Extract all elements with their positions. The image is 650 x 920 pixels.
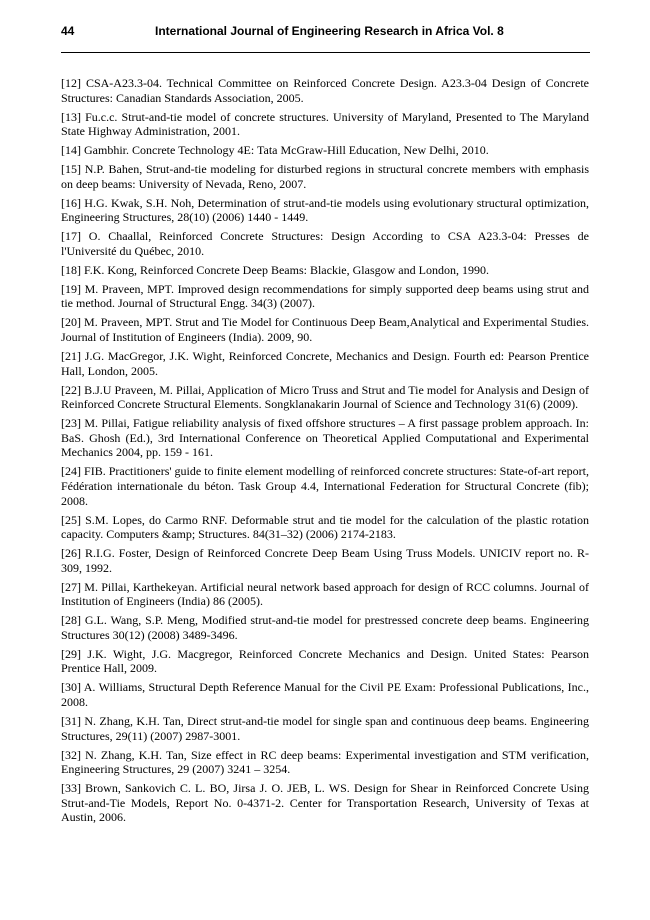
- reference-item: [21] J.G. MacGregor, J.K. Wight, Reinforced Concrete, Mechanics and Design. Fourth ed: Pearson Prentice Hall, London, 2005.: [61, 349, 589, 378]
- reference-item: [26] R.I.G. Foster, Design of Reinforced Concrete Deep Beam Using Truss Models. UNICIV report no. R-309, 1992.: [61, 546, 589, 575]
- reference-item: [25] S.M. Lopes, do Carmo RNF. Deformable strut and tie model for the calculation of the plastic rotation capacity. Computers &amp; Structures. 84(31–32) (2006) 2174-2183.: [61, 512, 589, 542]
- reference-item: [17] O. Chaallal, Reinforced Concrete Structures: Design According to CSA A23.3-04: Presses de l'Université du Québec, 2010.: [61, 229, 589, 258]
- reference-item: [18] F.K. Kong, Reinforced Concrete Deep Beams: Blackie, Glasgow and London, 1990.: [61, 262, 489, 277]
- reference-item: [31] N. Zhang, K.H. Tan, Direct strut-and-tie model for single span and continuous deep beams. Engineering Structures, 29(11) (2007) 2987-3001.: [61, 713, 589, 743]
- reference-item: [19] M. Praveen, MPT. Improved design recommendations for simply supported deep beams using strut and tie method. Journal of Structural Engg. 34(3) (2007).: [61, 281, 589, 311]
- reference-item: [22] B.J.U Praveen, M. Pillai, Application of Micro Truss and Strut and Tie model for Analysis and Design of Reinforced Concrete Structural Elements. Songklanakarin Journal of Science and Technology 31(6) (2009).: [61, 382, 589, 412]
- reference-item: [20] M. Praveen, MPT. Strut and Tie Model for Continuous Deep Beam,Analytical and Experimental Studies. Journal of Institution of Engineers (India). 2009, 90.: [61, 315, 589, 345]
- reference-item: [29] J.K. Wight, J.G. Macgregor, Reinforced Concrete Mechanics and Design. United States: Pearson Prentice Hall, 2009.: [61, 646, 589, 676]
- reference-item: [27] M. Pillai, Karthekeyan. Artificial neural network based approach for design of RCC columns. Journal of Institution of Engineers (India) 86 (2005).: [61, 579, 589, 609]
- reference-item: [32] N. Zhang, K.H. Tan, Size effect in RC deep beams: Experimental investigation and STM verification, Engineering Structures, 29 (2007) 3241 – 3254.: [61, 747, 589, 777]
- page-header: [61, 24, 590, 42]
- reference-item: [28] G.L. Wang, S.P. Meng, Modified strut-and-tie model for prestressed concrete deep beams. Engineering Structures 30(12) (2008) 3489-3496.: [61, 613, 589, 642]
- reference-item: [23] M. Pillai, Fatigue reliability analysis of fixed offshore structures – A first passage problem approach. In: BaS. Ghosh (Ed.), 3rd International Conference on Theoretical Applied Computational and Experimental Mechanics 2004, pp. 159 - 161.: [61, 416, 589, 460]
- reference-item: [14] Gambhir. Concrete Technology 4E: Tata McGraw-Hill Education, New Delhi, 2010.: [61, 143, 489, 158]
- reference-item: [33] Brown, Sankovich C. L. BO, Jirsa J. O. JEB, L. WS. Design for Shear in Reinforced Concrete Using Strut-and-Tie Models, Report No. 0-4371-2. Center for Transportation Research, University of Texas at Austin, 2006.: [61, 781, 589, 825]
- reference-item: [30] A. Williams, Structural Depth Reference Manual for the Civil PE Exam: Professional Publications, Inc., 2008.: [61, 680, 589, 709]
- reference-item: [15] N.P. Bahen, Strut-and-tie modeling for disturbed regions in structural concrete members with emphasis on deep beams: University of Nevada, Reno, 2007.: [61, 162, 589, 191]
- reference-item: [13] Fu.c.c. Strut-and-tie model of concrete structures. University of Maryland, Presented to The Maryland State Highway Administration, 2001.: [61, 109, 589, 139]
- journal-title: International Journal of Engineering Research in Africa Vol. 8: [155, 24, 504, 38]
- reference-item: [24] FIB. Practitioners' guide to finite element modelling of reinforced concrete structures: State-of-art report, Fédération internationale du béton. Task Group 4.4, International Federation for Structural Concrete (fib); 2008.: [61, 464, 589, 508]
- reference-item: [16] H.G. Kwak, S.H. Noh, Determination of strut-and-tie models using evolutionary structural optimization, Engineering Structures, 28(10) (2006) 1440 - 1449.: [61, 195, 589, 225]
- header-divider: [61, 52, 590, 53]
- reference-list: [61, 76, 589, 829]
- reference-item: [12] CSA-A23.3-04. Technical Committee on Reinforced Concrete Design. A23.3-04 Design of Concrete Structures: Canadian Standards Association, 2005.: [61, 76, 589, 105]
- page-number: 44: [61, 24, 75, 38]
